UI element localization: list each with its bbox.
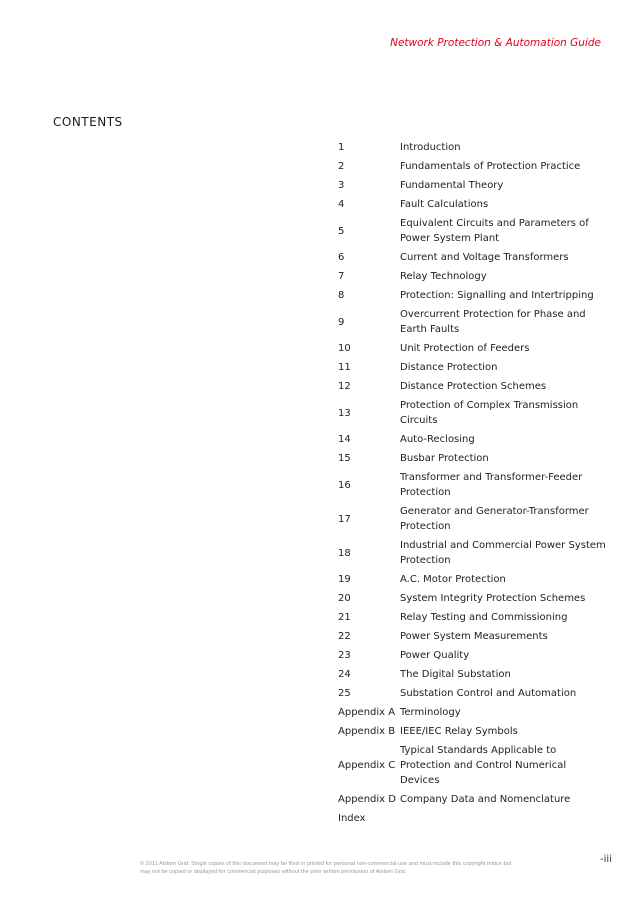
toc-entry-title: Distance Protection Schemes <box>400 381 547 392</box>
toc-entry[interactable] <box>338 214 608 248</box>
toc-entry[interactable] <box>338 377 608 396</box>
toc-entry-number: 14 <box>338 434 351 445</box>
toc-entry-title: Transformer and Transformer-Feeder Protection <box>400 472 583 498</box>
toc-entry[interactable] <box>338 646 608 665</box>
toc-entry-number: 13 <box>338 407 351 419</box>
toc-entry-number: 12 <box>338 381 351 392</box>
toc-entry-number: Appendix C <box>338 760 396 771</box>
toc-entry[interactable] <box>338 358 608 377</box>
toc-entry-title: Terminology <box>400 707 461 718</box>
toc-entry-number: Index <box>338 813 366 824</box>
toc-entry-title: Relay Testing and Commissioning <box>400 612 568 623</box>
toc-entry-number: 10 <box>338 343 351 354</box>
toc-entry[interactable] <box>338 176 608 195</box>
toc-entry-number: 25 <box>338 688 351 699</box>
copyright-notice: © 2011 Alstom Grid. Single copies of this document may be filed or printed for personal non-commercial use and must include this copyright notice but may not be copied or displayed for commercial purposes without the prior written permission of Alstom Grid. <box>140 861 512 875</box>
toc-entry-title: Busbar Protection <box>400 453 489 464</box>
toc-entry-number: 1 <box>338 142 345 153</box>
toc-entry-title: Current and Voltage Transformers <box>400 252 569 263</box>
toc-entry-title: The Digital Substation <box>400 669 511 680</box>
toc-entry[interactable] <box>338 722 608 741</box>
toc-entry[interactable] <box>338 790 608 809</box>
toc-entry[interactable] <box>338 502 608 536</box>
toc-entry-number: 15 <box>338 453 351 464</box>
toc-entry-number: 5 <box>338 225 345 237</box>
toc-entry-number: 8 <box>338 290 345 301</box>
toc-entry-number: Appendix B <box>338 726 396 737</box>
toc-entry-title: Unit Protection of Feeders <box>400 343 530 354</box>
toc-entry[interactable] <box>338 430 608 449</box>
toc-entry[interactable] <box>338 608 608 627</box>
toc-entry-title: Protection of Complex Transmission Circuits <box>400 400 579 426</box>
guide-title: Network Protection & Automation Guide <box>390 37 601 49</box>
toc-entry-number: 4 <box>338 199 345 210</box>
toc-entry-number: 17 <box>338 513 351 525</box>
contents-heading: CONTENTS <box>53 115 123 129</box>
toc-entry-number: Appendix A <box>338 707 396 718</box>
toc-entry-title: Power Quality <box>400 650 470 661</box>
toc-entry-title: System Integrity Protection Schemes <box>400 593 586 604</box>
toc-entry[interactable] <box>338 741 608 790</box>
toc-entry[interactable] <box>338 570 608 589</box>
toc-entry-number: 18 <box>338 547 351 559</box>
toc-entry-title: Generator and Generator-Transformer Protection <box>400 506 589 532</box>
toc-entry[interactable] <box>338 396 608 430</box>
toc-entry[interactable] <box>338 286 608 305</box>
toc-entry-number: 9 <box>338 316 345 328</box>
toc-entry[interactable] <box>338 248 608 267</box>
toc-entry-title: Equivalent Circuits and Parameters of Power System Plant <box>400 218 589 244</box>
toc-entry[interactable] <box>338 684 608 703</box>
page-number: -iii <box>600 854 612 865</box>
toc-entry[interactable] <box>338 703 608 722</box>
toc-entry-number: 24 <box>338 669 351 680</box>
toc-entry[interactable] <box>338 339 608 358</box>
toc-entry-number: 3 <box>338 180 345 191</box>
toc-entry-title: Industrial and Commercial Power System Protection <box>400 540 606 566</box>
toc-entry[interactable] <box>338 536 608 570</box>
toc-entry-title: Company Data and Nomenclature <box>400 794 571 805</box>
toc-entry-number: Appendix D <box>338 794 396 805</box>
toc-entry-title: Relay Technology <box>400 271 487 282</box>
toc-entry-number: 6 <box>338 252 345 263</box>
toc-entry[interactable] <box>338 468 608 502</box>
toc-entry-title: Power System Measurements <box>400 631 548 642</box>
toc-entry-title: Typical Standards Applicable to Protection and Control Numerical Devices <box>400 745 567 786</box>
toc-entry-number: 2 <box>338 161 345 172</box>
toc-entry-number: 7 <box>338 271 345 282</box>
toc-entry-title: IEEE/IEC Relay Symbols <box>400 726 518 737</box>
toc-entry-number: 23 <box>338 650 351 661</box>
toc-entry-title: Distance Protection <box>400 362 498 373</box>
toc-entry-title: Protection: Signalling and Intertripping <box>400 290 594 301</box>
toc-entry-number: 16 <box>338 479 351 491</box>
toc-entry-title: Fundamentals of Protection Practice <box>400 161 581 172</box>
toc-entry[interactable] <box>338 627 608 646</box>
toc-entry[interactable] <box>338 589 608 608</box>
toc-entry[interactable] <box>338 665 608 684</box>
toc-entry-title: Auto-Reclosing <box>400 434 475 445</box>
toc-entry-title: Substation Control and Automation <box>400 688 577 699</box>
toc-entry[interactable] <box>338 195 608 214</box>
toc-entry[interactable] <box>338 267 608 286</box>
toc-entry-number: 20 <box>338 593 351 604</box>
table-of-contents <box>338 138 608 828</box>
toc-entry[interactable] <box>338 157 608 176</box>
toc-entry[interactable] <box>338 809 608 828</box>
toc-entry[interactable] <box>338 305 608 339</box>
toc-entry-number: 19 <box>338 574 351 585</box>
toc-entry-number: 11 <box>338 362 351 373</box>
toc-entry-number: 22 <box>338 631 351 642</box>
toc-entry-title: Introduction <box>400 142 461 153</box>
toc-entry-title: A.C. Motor Protection <box>400 574 506 585</box>
toc-entry[interactable] <box>338 449 608 468</box>
toc-entry-title: Fundamental Theory <box>400 180 504 191</box>
toc-entry-title: Fault Calculations <box>400 199 489 210</box>
toc-entry-title: Overcurrent Protection for Phase and Earth Faults <box>400 309 586 335</box>
toc-entry-number: 21 <box>338 612 351 623</box>
toc-entry[interactable] <box>338 138 608 157</box>
